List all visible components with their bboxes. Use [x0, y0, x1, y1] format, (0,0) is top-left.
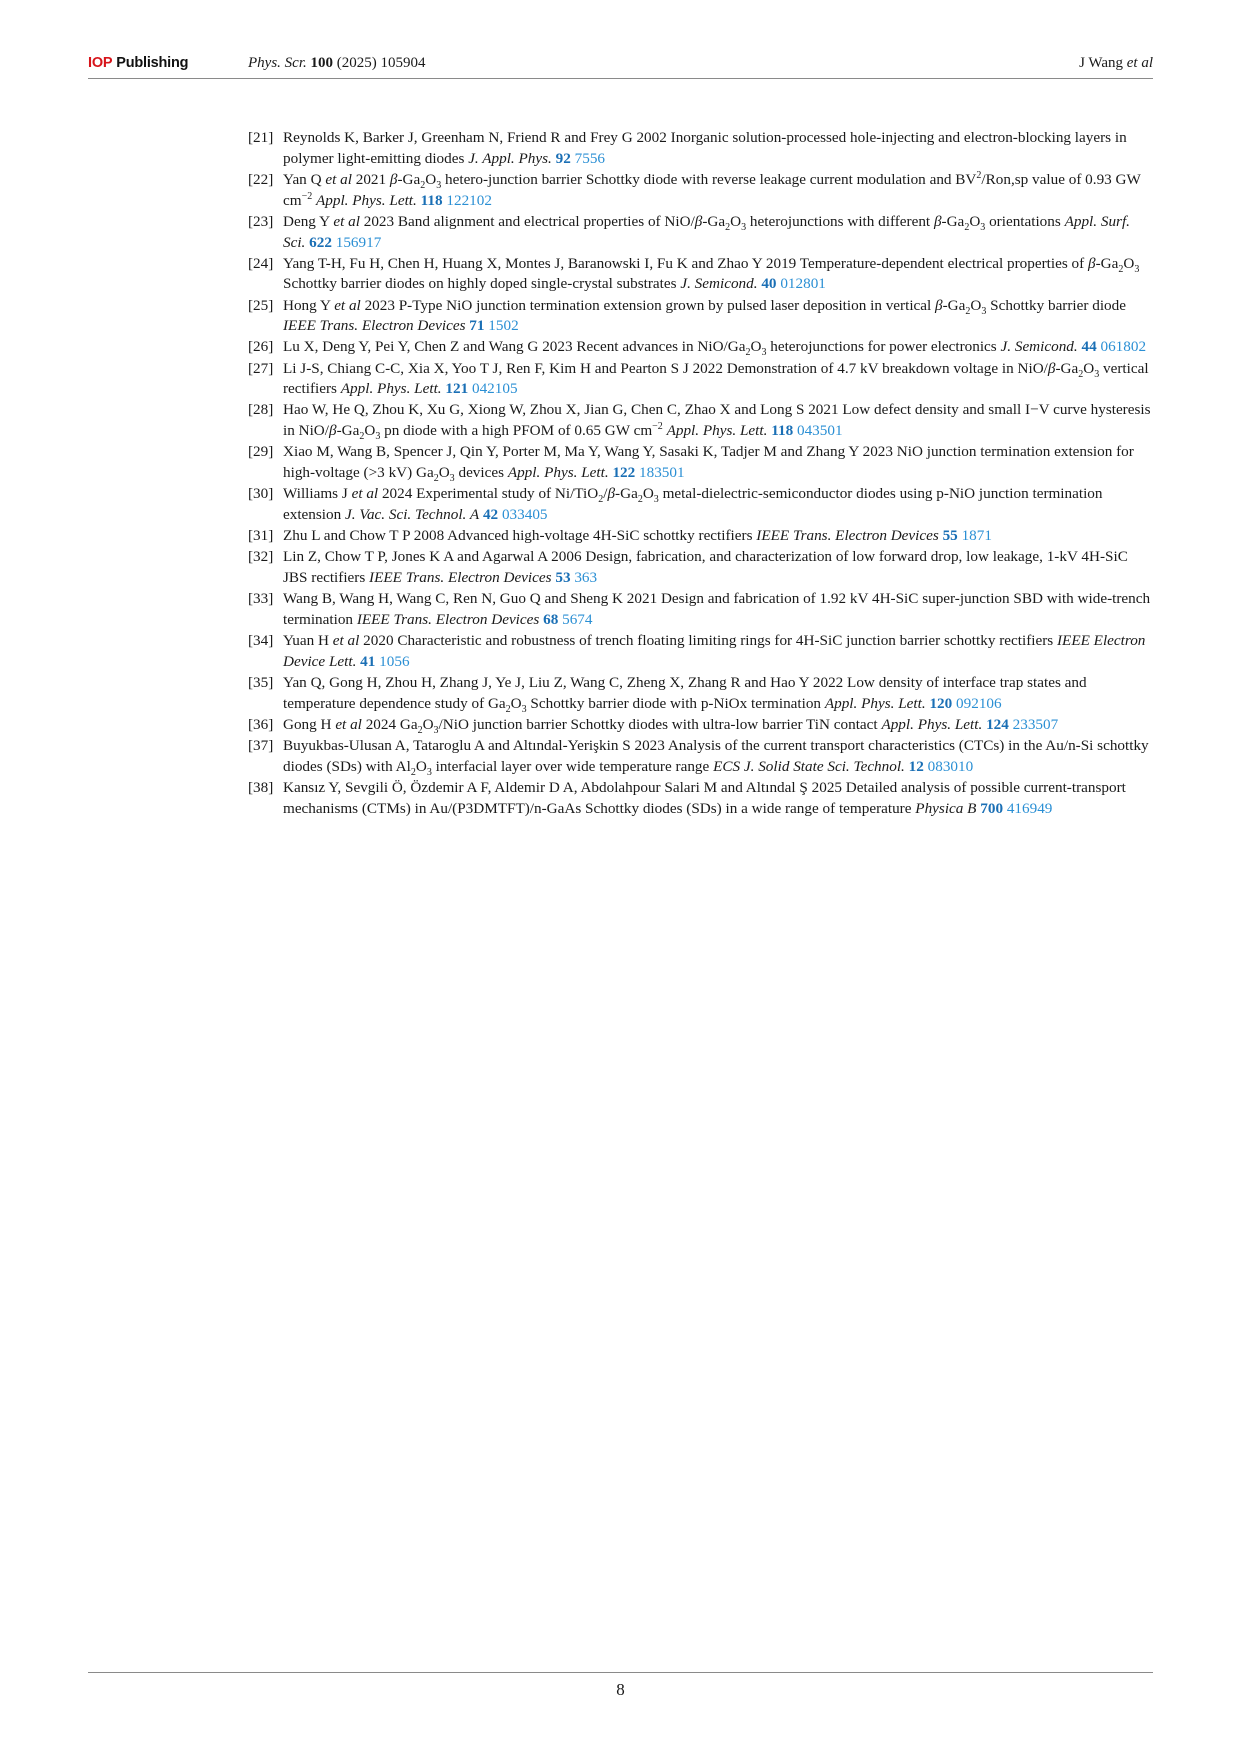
reference-text: Yuan H et al 2020 Characteristic and robustness of trench floating limiting rings for 4H-SiC junction barrier schottky rectifiers IEEE Electron Device Lett. 41 1056	[283, 631, 1146, 670]
reference-list	[248, 128, 1155, 820]
reference-number: [30]	[248, 485, 274, 503]
reference-text: Williams J et al 2024 Experimental study of $Ni/TiO_2/\beta-Ga_2O_3$ metal-dielectric-semiconductor diodes using p-NiO junction termination extension J. Vac. Sci. Technol. A 42 033405	[283, 485, 1103, 524]
reference-number: [21]	[248, 129, 274, 146]
reference-item	[248, 442, 1155, 484]
reference-text: Lu X, Deng Y, Pei Y, Chen Z and Wang G 2023 Recent advances in NiO/$Ga_2O_3$ heterojunctions for power electronics J. Semicond. 44 061802	[283, 338, 1147, 359]
reference-number: [23]	[248, 212, 274, 230]
reference-text: Li J-S, Chiang C-C, Xia X, Yoo T J, Ren F, Kim H and Pearton S J 2022 Demonstration of 4.7 kV breakdown voltage in NiO/$\beta-Ga_2O_3$ vertical rectifiers Appl. Phys. Lett. 121 042105	[283, 359, 1149, 398]
reference-item	[248, 631, 1155, 673]
reference-text: Yan Q, Gong H, Zhou H, Zhang J, Ye J, Liu Z, Wang C, Zheng X, Zhang R and Hao Y 2022 Low density of interface trap states and temperature dependence study of $Ga_2O_3$ Schottky barrier diode with p-NiOx termination Appl. Phys. Lett. 120 092106	[283, 673, 1087, 715]
reference-item	[248, 484, 1155, 526]
author-name: J Wang	[1079, 55, 1123, 71]
reference-number: [31]	[248, 527, 274, 545]
reference-item	[248, 547, 1155, 589]
reference-number: [38]	[248, 778, 274, 796]
reference-item	[248, 400, 1155, 442]
publisher-prefix: IOP	[88, 55, 113, 71]
reference-text: Zhu L and Chow T P 2008 Advanced high-voltage 4H-SiC schottky rectifiers IEEE Trans. Electron Devices 55 1871	[283, 527, 992, 545]
reference-number: [35]	[248, 673, 274, 691]
reference-text: Wang B, Wang H, Wang C, Ren N, Guo Q and Sheng K 2021 Design and fabrication of 1.92 kV 4H-SiC super-junction SBD with wide-trench termination IEEE Trans. Electron Devices 68 5674	[283, 590, 1151, 628]
reference-text: Lin Z, Chow T P, Jones K A and Agarwal A 2006 Design, fabrication, and characterization of low forward drop, low leakage, 1-kV 4H-SiC JBS rectifiers IEEE Trans. Electron Devices 53 363	[283, 548, 1128, 586]
reference-item	[248, 673, 1155, 715]
page-number: 8	[616, 1680, 625, 1699]
reference-item	[248, 296, 1155, 338]
reference-number: [26]	[248, 338, 274, 356]
reference-number: [24]	[248, 254, 274, 272]
reference-text: Hao W, He Q, Zhou K, Xu G, Xiong W, Zhou X, Jian G, Chen C, Zhao X and Long S 2021 Low defect density and small I−V curve hysteresis in NiO/$\beta-Ga_2O_3$ pn diode with a high PFOM of 0.65 GW $cm^{-2}$ Appl. Phys. Lett. 118 043501	[283, 401, 1151, 443]
reference-text: Yan Q et al 2021 $\beta-Ga_2O_3$ hetero-junction barrier Schottky diode with reverse leakage current modulation and $BV^2/Ron,sp$ value of 0.93 GW $cm^{-2}$ Appl. Phys. Lett. 118 122102	[283, 169, 1141, 209]
reference-text: Deng Y et al 2023 Band alignment and electrical properties of NiO/$\beta-Ga_2O_3$ heterojunctions with different $\beta-Ga_2O_3$ orientations Appl. Surf. Sci. 622 156917	[283, 212, 1130, 251]
reference-text: Gong H et al 2024 $Ga_2O_3$/NiO junction barrier Schottky diodes with ultra-low barrier TiN contact Appl. Phys. Lett. 124 233507	[283, 715, 1059, 736]
reference-item	[248, 212, 1155, 254]
publisher-logo	[88, 55, 188, 71]
reference-text: Reynolds K, Barker J, Greenham N, Friend R and Frey G 2002 Inorganic solution-processed hole-injecting and electron-blocking layers in polymer light-emitting diodes J. Appl. Phys. 92 7556	[283, 129, 1127, 167]
reference-text: Xiao M, Wang B, Spencer J, Qin Y, Porter M, Ma Y, Wang Y, Sasaki K, Tadjer M and Zhang Y 2023 NiO junction termination extension for high-voltage (>3 kV) $Ga_2O_3$ devices Appl. Phys. Lett. 122 183501	[283, 443, 1134, 485]
reference-item	[248, 128, 1155, 170]
reference-text: Buyukbas-Ulusan A, Tataroglu A and Altındal-Yerişkin S 2023 Analysis of the current transport characteristics (CTCs) in the Au/n-Si schottky diodes (SDs) with $Al_2O_3$ interfacial layer over wide temperature range ECS J. Solid State Sci. Technol. 12 083010	[283, 736, 1149, 778]
reference-item	[248, 715, 1155, 736]
reference-text: Yang T-H, Fu H, Chen H, Huang X, Montes J, Baranowski I, Fu K and Zhao Y 2019 Temperature-dependent electrical properties of $\beta-Ga_2O_3$ Schottky barrier diodes on highly doped single-crystal substrates J. Semicond. 40 012801	[283, 254, 1140, 293]
reference-number: [29]	[248, 443, 274, 461]
reference-number: [37]	[248, 736, 274, 754]
journal-year-article: (2025) 105904	[336, 55, 426, 71]
reference-number: [25]	[248, 296, 274, 314]
page-header	[88, 52, 1153, 79]
reference-item	[248, 337, 1155, 358]
publisher-suffix: Publishing	[112, 55, 189, 71]
footer-rule	[88, 1672, 1153, 1673]
reference-text: Hong Y et al 2023 P-Type NiO junction termination extension grown by pulsed laser deposition in vertical $\beta-Ga_2O_3$ Schottky barrier diode IEEE Trans. Electron Devices 71 1502	[283, 296, 1126, 335]
running-authors	[1079, 55, 1153, 72]
journal-volume: 100	[310, 55, 333, 71]
journal-name: Phys. Scr.	[248, 55, 307, 71]
journal-citation	[248, 55, 426, 72]
reference-number: [36]	[248, 715, 274, 733]
reference-item	[248, 359, 1155, 401]
reference-text: Kansız Y, Sevgili Ö, Özdemir A F, Aldemir D A, Abdolahpour Salari M and Altındal Ş 2025 Detailed analysis of possible current-transport mechanisms (CTMs) in Au/(P3DMTFT)/n-GaAs Schottky diodes (SDs) in a wide range of temperature Physica B 700 416949	[283, 778, 1126, 817]
reference-number: [27]	[248, 359, 274, 377]
reference-item	[248, 254, 1155, 296]
reference-item	[248, 526, 1155, 547]
reference-number: [32]	[248, 548, 274, 566]
reference-item	[248, 736, 1155, 778]
reference-number: [33]	[248, 590, 274, 608]
reference-number: [34]	[248, 631, 274, 649]
reference-item	[248, 170, 1155, 212]
reference-number: [28]	[248, 401, 274, 419]
reference-item	[248, 589, 1155, 631]
author-etal: et al	[1126, 55, 1153, 71]
reference-item	[248, 778, 1155, 820]
reference-number: [22]	[248, 170, 274, 188]
